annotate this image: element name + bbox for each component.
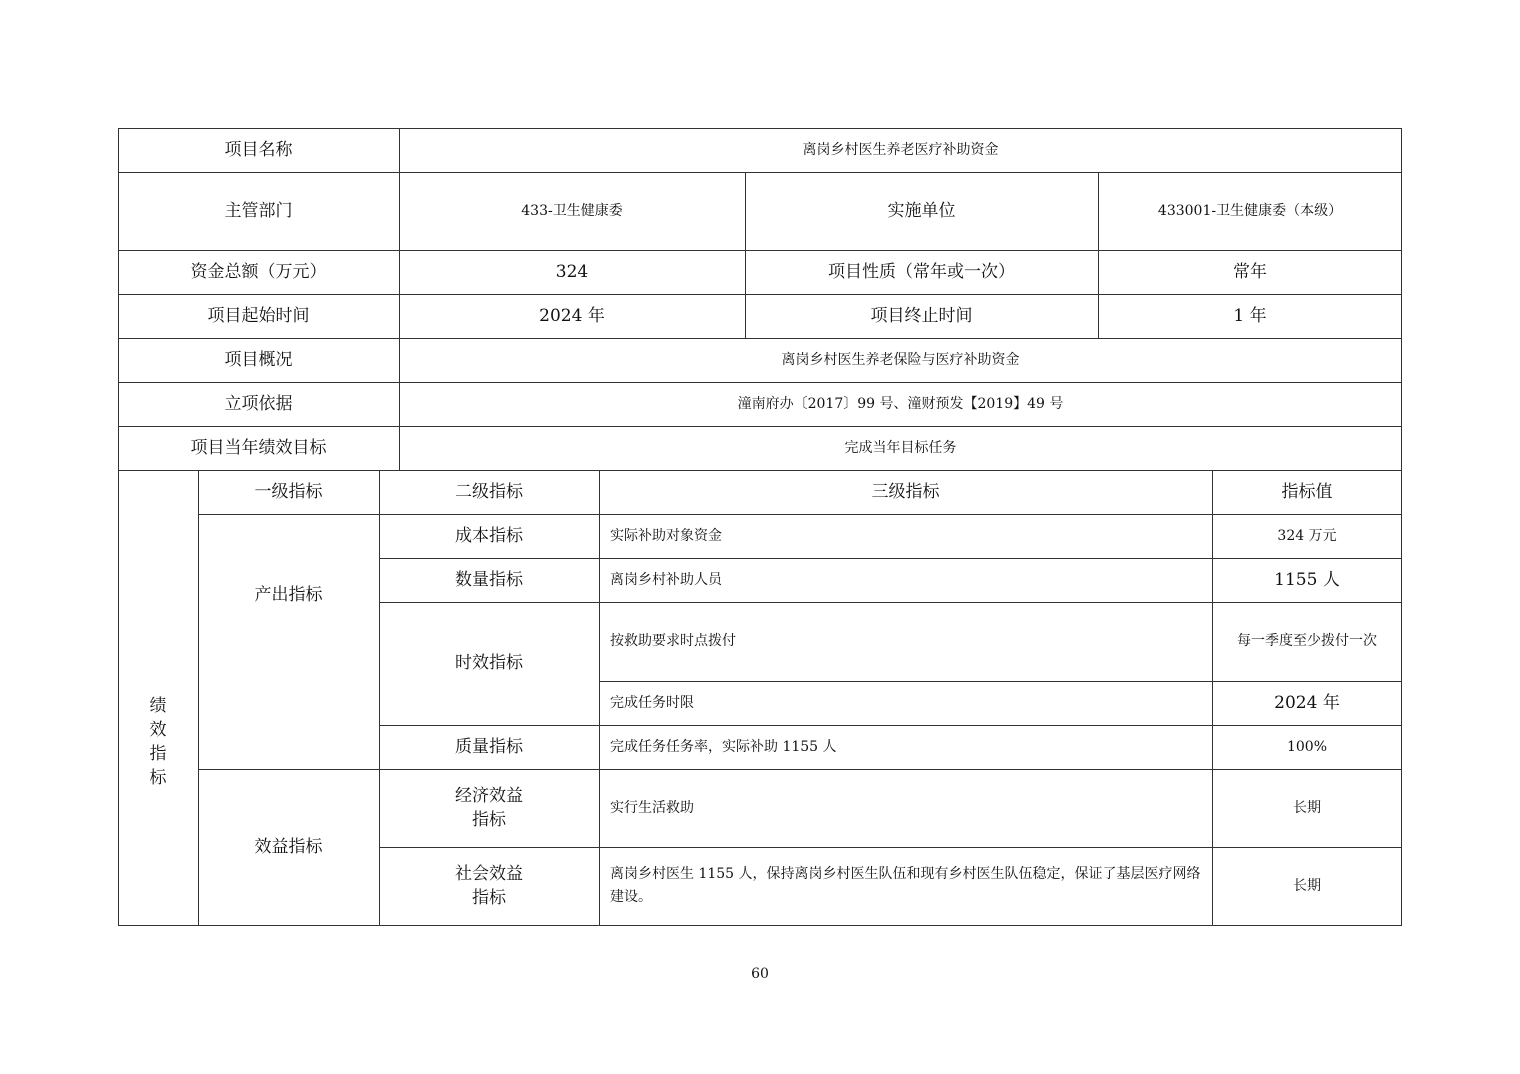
start-time-value: 2024 年: [539, 305, 605, 326]
total-funds-label: 资金总额（万元）: [190, 261, 327, 282]
social-indicator-label: 社会效益 指标: [455, 864, 523, 908]
project-name-label: 项目名称: [224, 139, 293, 160]
timeliness-item2-value: 2024 年: [1274, 692, 1340, 713]
economic-indicator-label: 经济效益 指标: [455, 786, 523, 830]
implementing-unit-label: 实施单位: [887, 200, 956, 221]
quality-indicator-value: 100%: [1286, 738, 1328, 755]
cost-indicator-label: 成本指标: [455, 525, 523, 546]
timeliness-item1-value: 每一季度至少拨付一次: [1237, 633, 1377, 649]
social-indicator-value: 长期: [1293, 877, 1321, 894]
overview-label: 项目概况: [224, 349, 293, 370]
cost-indicator-desc: 实际补助对象资金: [610, 527, 722, 544]
quantity-indicator-label: 数量指标: [455, 569, 523, 590]
quality-indicator-label: 质量指标: [455, 736, 523, 757]
economic-indicator-value: 长期: [1293, 799, 1321, 816]
department-value: 433-卫生健康委: [521, 202, 623, 219]
quantity-indicator-desc: 离岗乡村补助人员: [610, 571, 722, 588]
cost-indicator-value: 324 万元: [1277, 527, 1337, 544]
implementing-unit-value: 433001-卫生健康委（本级）: [1157, 202, 1343, 219]
header-level2: 二级指标: [455, 481, 523, 502]
department-label: 主管部门: [224, 200, 293, 221]
timeliness-item1-desc: 按救助要求时点拨付: [610, 633, 736, 649]
quality-indicator-desc: 完成任务任务率，实际补助 1155 人: [610, 738, 837, 755]
basis-label: 立项依据: [224, 393, 293, 414]
output-indicator-label: 产出指标: [254, 585, 323, 605]
goal-label: 项目当年绩效目标: [190, 437, 327, 458]
basis-value: 潼南府办〔2017〕99 号、潼财预发【2019】49 号: [737, 395, 1064, 412]
benefit-indicator-label: 效益指标: [254, 836, 323, 857]
header-level3: 三级指标: [871, 481, 940, 502]
social-indicator-desc: 离岗乡村医生 1155 人，保持离岗乡村医生队伍和现有乡村医生队伍稳定，保证了基层医疗网络建设。: [610, 866, 1201, 905]
project-nature-value: 常年: [1233, 261, 1267, 282]
start-time-label: 项目起始时间: [207, 305, 310, 326]
overview-value: 离岗乡村医生养老保险与医疗补助资金: [781, 351, 1020, 368]
project-nature-label: 项目性质（常年或一次）: [828, 261, 1015, 282]
economic-indicator-desc: 实行生活救助: [610, 799, 694, 816]
page-number: 60: [751, 966, 769, 982]
timeliness-indicator-label: 时效指标: [455, 653, 523, 673]
end-time-value: 1 年: [1233, 305, 1267, 326]
end-time-label: 项目终止时间: [870, 305, 973, 326]
timeliness-item2-desc: 完成任务时限: [610, 694, 694, 711]
quantity-indicator-value: 1155 人: [1274, 569, 1340, 590]
header-value: 指标值: [1281, 481, 1333, 502]
total-funds-value: 324: [555, 261, 589, 282]
goal-value: 完成当年目标任务: [844, 439, 957, 456]
indicators-section-label: 绩 效 指 标: [149, 696, 167, 788]
project-name-value: 离岗乡村医生养老医疗补助资金: [802, 141, 999, 158]
header-level1: 一级指标: [254, 481, 323, 502]
